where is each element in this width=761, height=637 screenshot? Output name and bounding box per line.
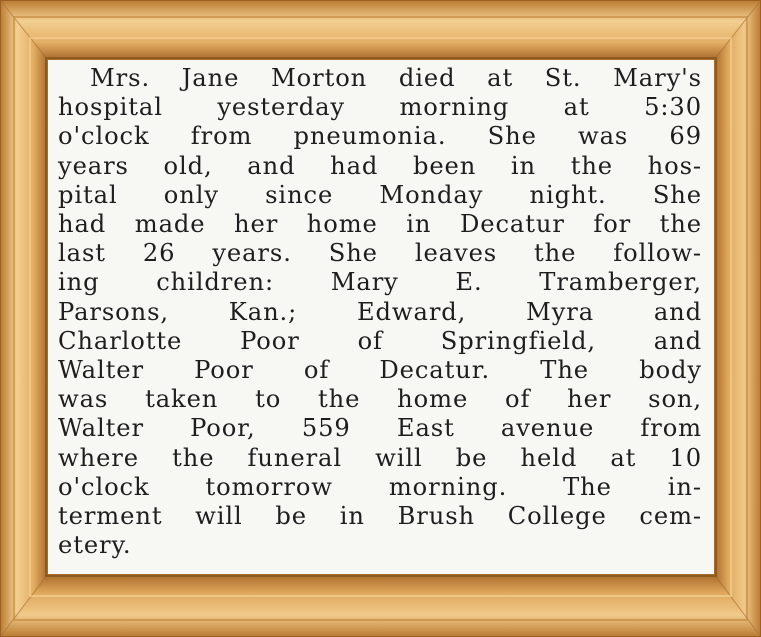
frame-top-rail <box>0 0 761 60</box>
article-line: Walter Poor, 559 East avenue from <box>58 414 702 443</box>
article-line: was taken to the home of her son, <box>58 385 702 414</box>
article-line: Mrs. Jane Morton died at St. Mary's <box>90 64 702 92</box>
article-line: Parsons, Kan.; Edward, Myra and <box>58 297 702 326</box>
article-line: hospital yesterday morning at 5:30 <box>58 93 702 122</box>
frame-right-rail <box>714 0 761 637</box>
article-line: years old, and had been in the hos- <box>58 151 702 180</box>
article-line: Charlotte Poor of Springfield, and <box>58 326 702 355</box>
newspaper-clipping <box>48 60 714 574</box>
article-line: o'clock from pneumonia. She was 69 <box>58 122 702 151</box>
article-line: etery. <box>58 531 132 560</box>
article-line: where the funeral will be held at 10 <box>58 443 702 472</box>
obituary-text <box>58 64 702 560</box>
article-line: terment will be in Brush College cem- <box>58 502 702 531</box>
frame-bottom-rail <box>0 574 761 637</box>
article-line: Walter Poor of Decatur. The body <box>58 356 702 385</box>
article-line: had made her home in Decatur for the <box>58 210 702 239</box>
frame-left-rail <box>0 0 48 637</box>
article-line: pital only since Monday night. She <box>58 180 702 209</box>
article-line: o'clock tomorrow morning. The in- <box>58 472 702 501</box>
article-line: last 26 years. She leaves the follow- <box>58 239 702 268</box>
article-line: ing children: Mary E. Tramberger, <box>58 268 702 297</box>
